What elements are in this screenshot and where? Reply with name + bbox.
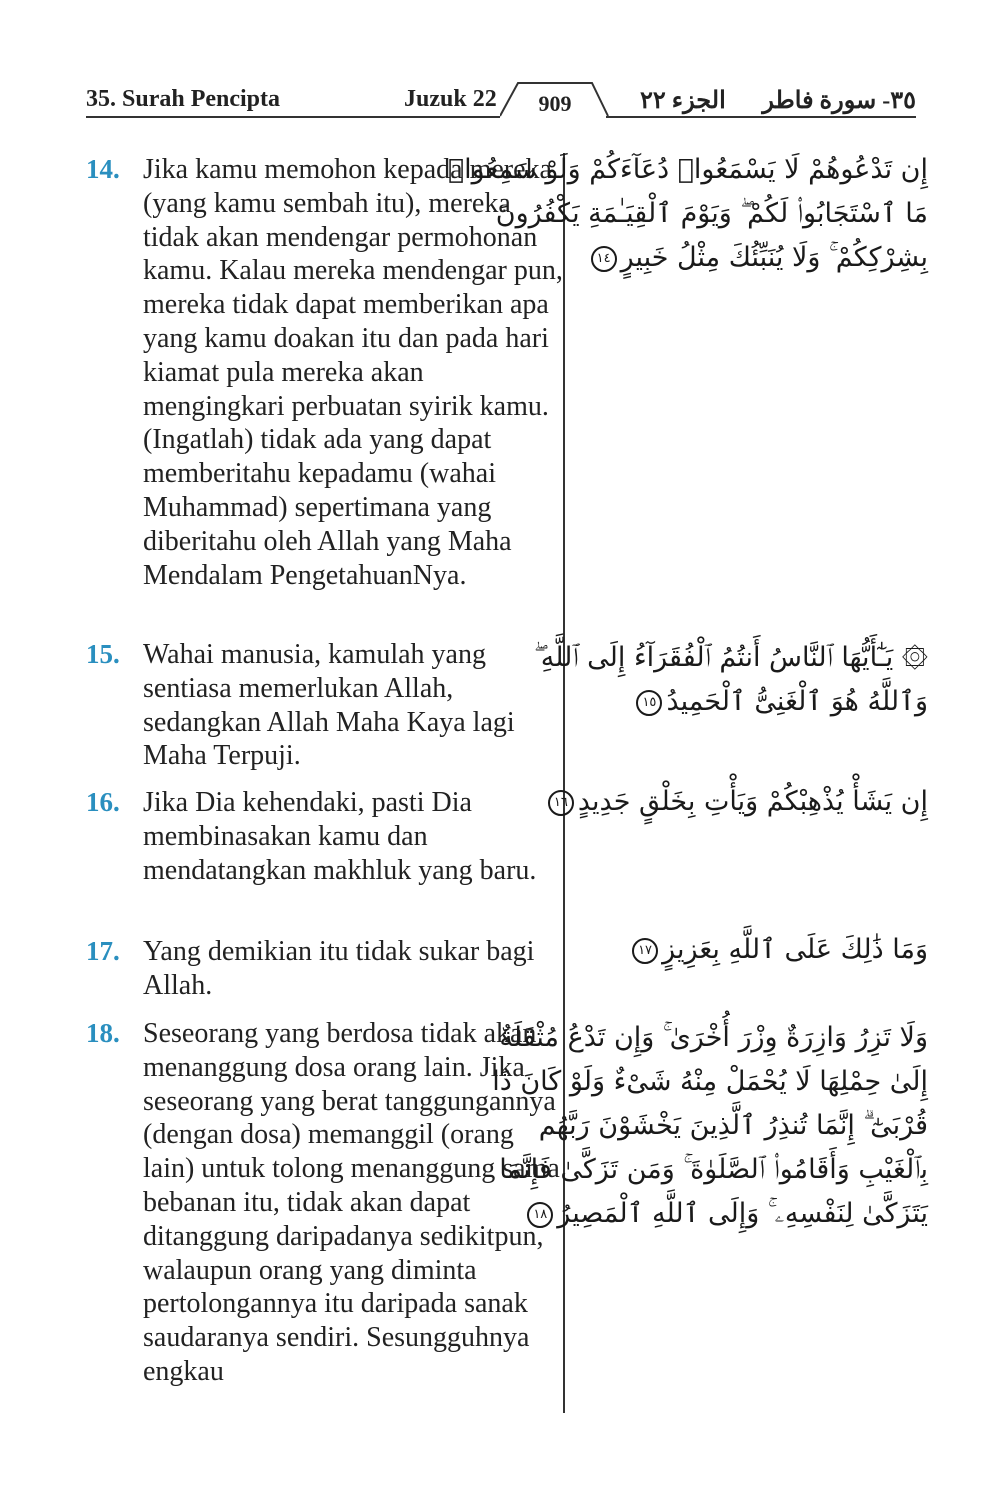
arabic-line-with-end (588, 680, 928, 724)
arabic-line-with-end (533, 1192, 928, 1236)
juz-arabic: الجزء ٢٢ (640, 88, 726, 114)
verse-17-arabic (588, 928, 928, 972)
arabic-line: مَا ٱسْتَجَابُوا۟ لَكُمْ ۖ وَيَوْمَ ٱلْقِيَـٰمَةِ يَكْفُرُونَ (495, 198, 928, 229)
arabic-line: يَتَزَكَّىٰ لِنَفْسِهِۦ ۚ وَإِلَى ٱللَّهِ ٱلْمَصِيرُ (557, 1198, 928, 1229)
verse-end-marker: ١٧ (632, 938, 658, 964)
verse-number: 14. (86, 154, 120, 184)
verse-15-arabic (533, 636, 928, 724)
arabic-line-with-end (588, 928, 928, 972)
arabic-line: بِشِرْكِكُمْ ۚ وَلَا يُنَبِّئُكَ مِثْلُ خَبِيرٍ (620, 242, 928, 273)
verse-number: 15. (86, 639, 120, 669)
surah-title-malay: 35. Surah Pencipta (86, 86, 281, 112)
page-number: 909 (538, 91, 572, 116)
arabic-line-with-end (588, 236, 928, 280)
verse-translation: Jika Dia kehendaki, pasti Dia membinasakan kamu dan mendatangkan makhluk yang baru. (143, 787, 537, 886)
arabic-line-with-end (553, 780, 928, 824)
verse-number: 17. (86, 936, 120, 966)
arabic-line: وَمَا ذَٰلِكَ عَلَى ٱللَّهِ بِعَزِيزٍ (662, 934, 928, 965)
arabic-line: إِن تَدْعُوهُمْ لَا يَسْمَعُوا۟ دُعَآءَكُمْ وَلَوْ سَمِعُوا۟ (447, 154, 928, 185)
verse-end-marker: ١٨ (527, 1202, 553, 1228)
verse-number: 18. (86, 1018, 120, 1048)
verse-end-marker: ١٥ (636, 690, 662, 716)
surah-title-arabic: ٣٥- سورة فاطر (762, 88, 916, 114)
verse-translation: Yang demikian itu tidak sukar bagi Allah. (143, 936, 535, 1001)
arabic-line: بِٱلْغَيْبِ وَأَقَامُوا۟ ٱلصَّلَوٰةَ ۚ وَمَن تَزَكَّىٰ فَإِنَّمَا (499, 1154, 928, 1185)
juzuk-label: Juzuk 22 (404, 86, 497, 112)
arabic-line: إِن يَشَأْ يُذْهِبْكُمْ وَيَأْتِ بِخَلْقٍ جَدِيدٍ (577, 786, 928, 817)
page-header (86, 80, 916, 120)
verse-number: 16. (86, 787, 120, 817)
verse-18-arabic (492, 1016, 928, 1236)
arabic-line: قُرْبَىٰٓ ۗ إِنَّمَا تُنذِرُ ٱلَّذِينَ يَخْشَوْنَ رَبَّهُم (538, 1110, 928, 1141)
verse-translation: Jika kamu memohon kepada mereka (yang kamu sembah itu), mereka tidak akan mendengar permohonan kamu. Kalau mereka mendengar pun, mereka tidak dapat memberikan apa yang kamu doakan itu dan pada hari kiamat pula mereka akan mengingkari perbuatan syirik kamu. (Ingatlah) tidak ada yang dapat memberitahu kepadamu (wahai Muhammad) sepertimana yang diberitahu oleh Allah yang Maha Mendalam PengetahuanNya. (143, 154, 563, 591)
verse-14-arabic (447, 148, 928, 280)
arabic-line: ۞ يَـٰٓأَيُّهَا ٱلنَّاسُ أَنتُمُ ٱلْفُقَرَآءُ إِلَى ٱللَّهِ ۖ (533, 642, 928, 673)
arabic-line: وَٱللَّهُ هُوَ ٱلْغَنِىُّ ٱلْحَمِيدُ (666, 686, 928, 717)
verse-end-marker: ١٤ (591, 246, 617, 272)
verse-16-arabic (553, 780, 928, 824)
verse-translation: Wahai manusia, kamulah yang sentiasa memerlukan Allah, sedangkan Allah Maha Kaya lagi Maha Terpuji. (143, 639, 515, 772)
arabic-line: وَلَا تَزِرُ وَازِرَةٌ وِزْرَ أُخْرَىٰ ۚ وَإِن تَدْعُ مُثْقَلَةٌ (499, 1022, 928, 1053)
header-rule-left (86, 116, 500, 118)
header-rule-right (606, 116, 916, 118)
verse-translation: Seseorang yang berdosa tidak akan menanggung dosa orang lain. Jika seseorang yang berat tanggungannya (dengan dosa) memanggil (orang lain) untuk tolong menanggung sama bebanan itu, tidak akan dapat ditanggung daripadanya sedikitpun, walaupun orang yang diminta pertolongannya itu daripada sanak saudaranya sendiri. Sesungguhnya engkau (143, 1018, 560, 1387)
verse-end-marker: ١٦ (548, 790, 574, 816)
arabic-line: إِلَىٰ حِمْلِهَا لَا يُحْمَلْ مِنْهُ شَىْءٌ وَلَوْ كَانَ ذَا (492, 1066, 928, 1097)
page-number-tab (500, 80, 610, 120)
